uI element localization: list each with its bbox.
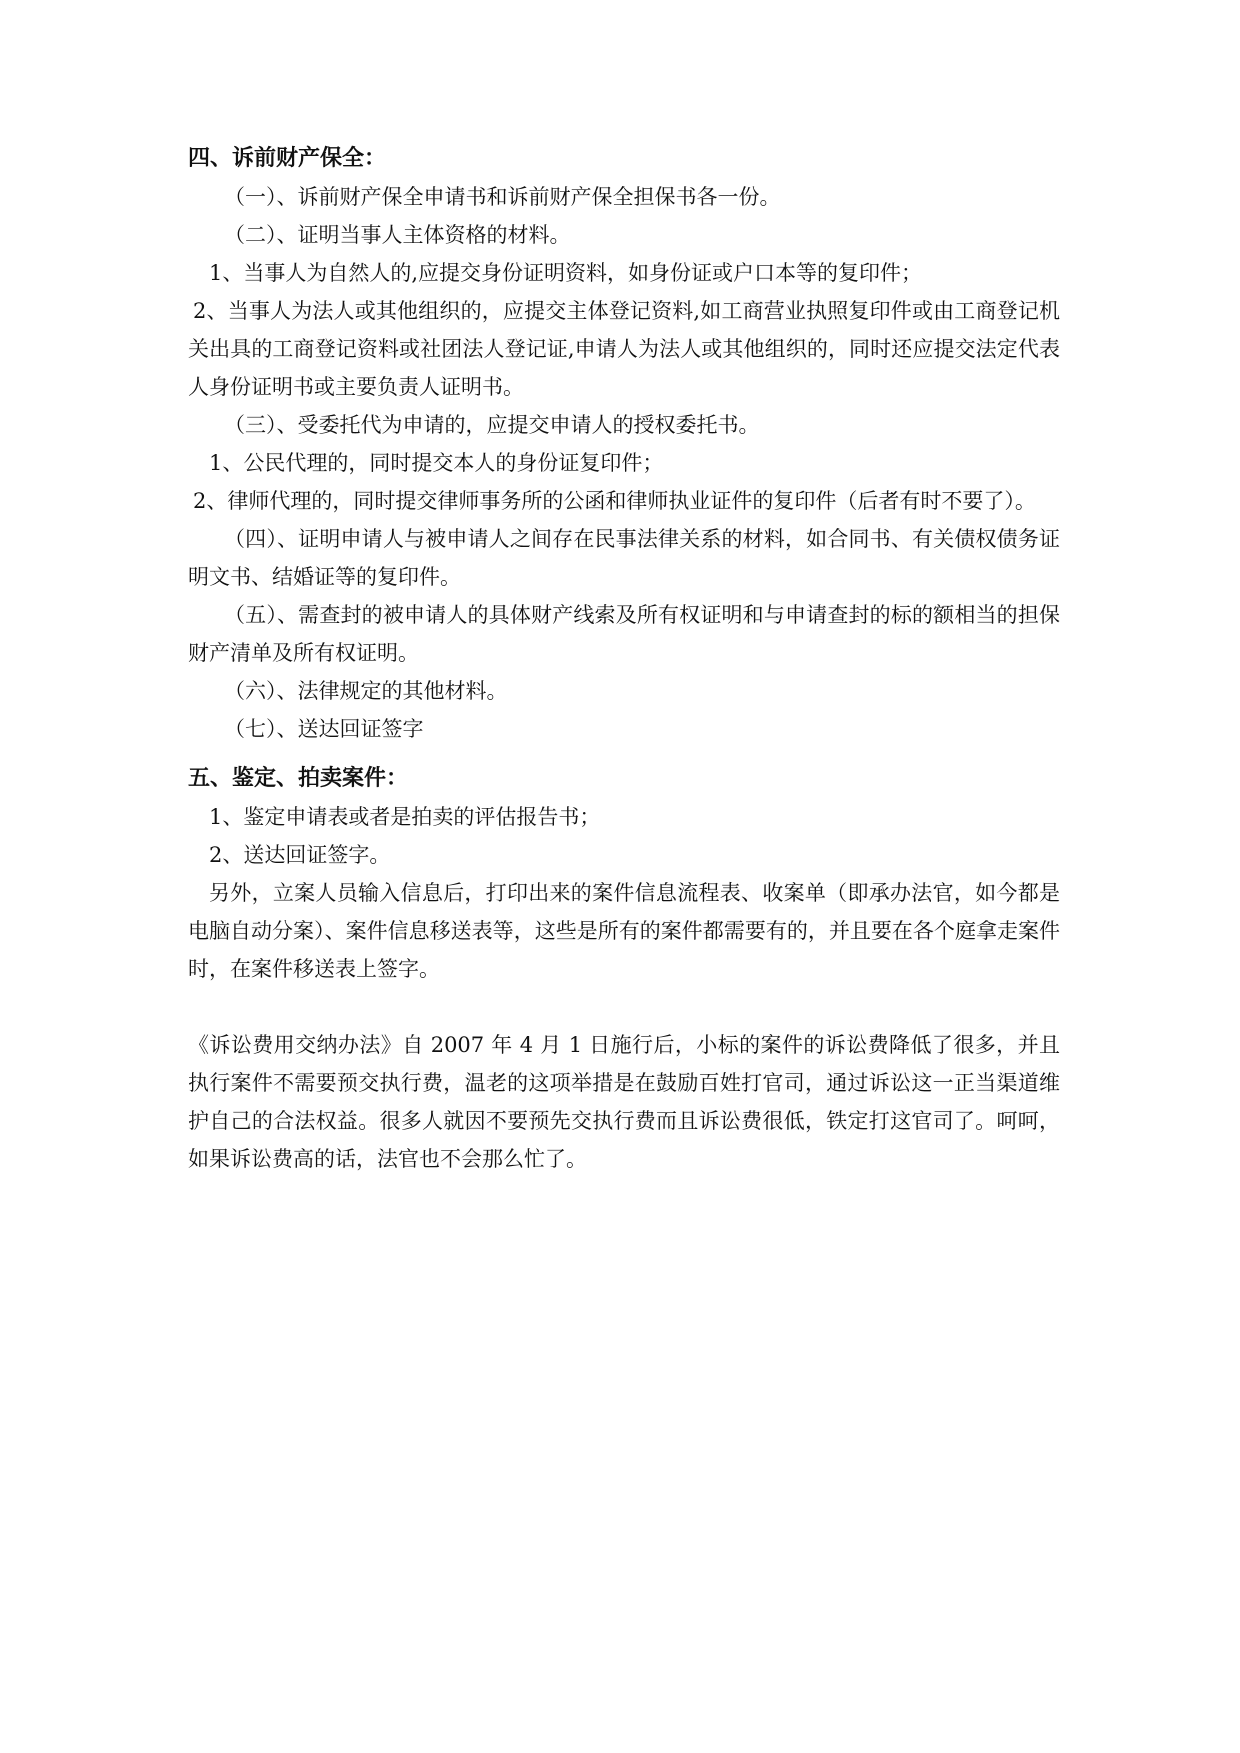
document-page	[188, 140, 1060, 1178]
closing-paragraph: 《诉讼费用交纳办法》自 2007 年 4 月 1 日施行后，小标的案件的诉讼费降低了很多，并且执行案件不需要预交执行费，温老的这项举措是在鼓励百姓打官司，通过诉讼这一正当渠道维护自己的合法权益。很多人就因不要预先交执行费而且诉讼费很低，铁定打这官司了。呵呵，如果诉讼费高的话，法官也不会那么忙了。	[188, 1033, 1060, 1171]
section-5-heading: 五、鉴定、拍卖案件：	[188, 766, 409, 791]
section-spacer	[188, 748, 1060, 760]
section-5-note: 另外，立案人员输入信息后，打印出来的案件信息流程表、收案单（即承办法官，如今都是电脑自动分案）、案件信息移送表等，这些是所有的案件都需要有的，并且要在各个庭拿走案件时，在案件移送表上签字。	[188, 881, 1060, 981]
section-4-item: 1、当事人为自然人的,应提交身份证明资料，如身份证或户口本等的复印件；	[209, 261, 923, 285]
section-4-item: （三）、受委托代为申请的，应提交申请人的授权委托书。	[224, 413, 760, 437]
section-4-item: （五）、需查封的被申请人的具体财产线索及所有权证明和与申请查封的标的额相当的担保财产清单及所有权证明。	[188, 603, 1060, 665]
section-4-item: 2、律师代理的，同时提交律师事务所的公函和律师执业证件的复印件（后者有时不要了）。	[193, 489, 1036, 513]
section-4-item: （一）、诉前财产保全申请书和诉前财产保全担保书各一份。	[224, 185, 781, 209]
section-5-item: 1、鉴定申请表或者是拍卖的评估报告书；	[209, 805, 601, 829]
section-4-item: （二）、证明当事人主体资格的材料。	[224, 223, 571, 247]
section-spacer	[188, 988, 1060, 1026]
section-4-item: 1、公民代理的，同时提交本人的身份证复印件；	[209, 451, 664, 475]
section-4-item: 2、当事人为法人或其他组织的，应提交主体登记资料,如工商营业执照复印件或由工商登记机关出具的工商登记资料或社团法人登记证,申请人为法人或其他组织的，同时还应提交法定代表人身份证明书或主要负责人证明书。	[188, 299, 1060, 399]
section-4-item: （四）、证明申请人与被申请人之间存在民事法律关系的材料，如合同书、有关债权债务证明文书、结婚证等的复印件。	[188, 527, 1060, 589]
section-4-item: （七）、送达回证签字	[224, 717, 424, 741]
section-4-item: （六）、法律规定的其他材料。	[224, 679, 508, 703]
section-5-item: 2、送达回证签字。	[209, 843, 391, 867]
section-4-heading: 四、诉前财产保全：	[188, 146, 387, 171]
